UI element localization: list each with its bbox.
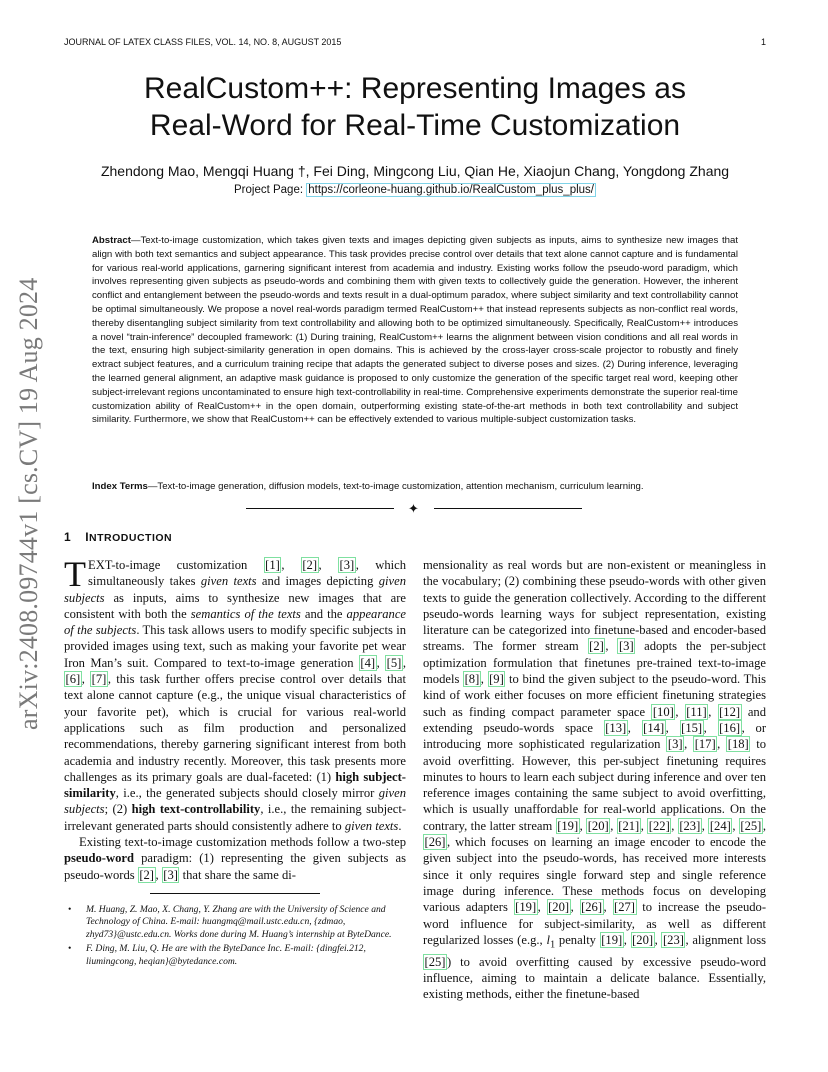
citation-link[interactable]: [5] [386,655,402,670]
citation-link[interactable]: [11] [686,704,707,719]
citation-link[interactable]: [15] [681,720,703,735]
citation-link[interactable]: [22] [648,818,670,833]
citation-link[interactable]: [16] [719,720,741,735]
citation-link[interactable]: [26] [581,900,603,915]
abstract-text: —Text-to-image customization, which takes given texts and images depicting given subjects as inputs, aims to synthesize new images that align with both text semantics and subject appearance. This task provides precise control over details that text alone cannot capture and is fundamental for various real-world applications, garnering significant interest from academia and industry. Existing works follow the pseudo-word paradigm, which involves representing given subjects as pseudo-words and combining them with given texts to collectively guide the generation. However, the inherent conflict and entanglement between the pseudo-words and texts result in a dual-optimum paradox, where subject similarity and text controllability cannot be optimal simultaneously. We propose a novel real-words paradigm termed RealCustom++ that instead represents subjects as non-conflict real words, thereby disentangling subject similarity from text controllability and allowing both to be optimized simultaneously. Specifically, RealCustom++ introduces a novel “train-inference” decoupled framework: (1) During training, RealCustom++ learns the alignment between vision conditions and all real words in the text, ensuring high subject-similarity generation in open domains. This is achieved by the cross-layer cross-scale projector to robustly and finely extract subject features, and a curriculum training recipe that adapts the generated subject to diverse poses and sizes. (2) During inference, leveraging the learned general alignment, an adaptive mask guidance is proposed to only customize the generation of the specific target real word, keeping other subject-irrelevant regions uncontaminated to ensure high text-controllability in real-time. Comprehensive experiments demonstrate the superior real-time customization ability of RealCustom++ in the open domain, outperforming existing state-of-the-art methods in both text controllability and subject similarity. Furthermore, we show that RealCustom++ can be effectively extended to various multiple-subject customization tasks. [92,235,738,426]
right-column [423,557,766,1003]
citation-link[interactable]: [3] [339,558,355,572]
title-line-1: RealCustom++: Representing Images as [144,72,686,105]
arxiv-stamp: arXiv:2408.09744v1 [cs.CV] 19 Aug 2024 [14,277,43,730]
footnote-rule [150,893,320,894]
citation-link[interactable]: [17] [694,737,716,752]
citation-link[interactable]: [4] [360,655,376,670]
citation-link[interactable]: [13] [605,720,627,735]
citation-link[interactable]: [19] [601,932,623,947]
affiliation-note-2: • F. Ding, M. Liu, Q. He are with the ByteDance Inc. E-mail: {dingfei.212, liumingcong, heqian}@bytedance.com. [68,943,366,967]
citation-link[interactable]: [2] [589,639,604,654]
citation-link[interactable]: [7] [91,672,107,687]
citation-link[interactable]: [23] [662,932,684,947]
page-number: 1 [760,37,766,47]
citation-link[interactable]: [19] [557,818,579,833]
citation-link[interactable]: [3] [618,639,634,654]
citation-link[interactable]: [24] [709,818,731,833]
journal-header: JOURNAL OF LATEX CLASS FILES, VOL. 14, NO. 8, AUGUST 2015 [64,37,342,47]
intro-paragraph-2: Existing text-to-image customization methods follow a two-step pseudo-word paradigm: (1) representing the given subjects as pseudo-words [2] , [3] that share the same di- [64,835,406,882]
divider-line-left [246,508,394,509]
citation-link[interactable]: [26] [424,835,446,850]
citation-link[interactable]: [20] [587,818,609,833]
title-line-2: Real-Word for Real-Time Customization [149,109,681,142]
index-terms-label: Index Terms [92,481,148,492]
project-page [64,184,766,196]
section-title-rest: NTRODUCTION [89,532,173,544]
intro-paragraph-2-continued: mensionality as real words but are non-existent or meaningless in the vocabulary; (2) combining these pseudo-words with other given texts to guide the generation collectively. According to the different pseudo-words learning ways for subject representation, existing literature can be categorized into finetune-based and encoder-based streams. The former stream [2] , [3] adopts the per-subject optimization formulation that finetunes pre-trained text-to-image models [8] , [9] to bind the given subject to the pseudo-word. This kind of work either focuses on more efficient finetuning strategies such as finding compact parameter space [10] , [11] , [12] and extending pseudo-words space [13] , [14] , [15] , [16] , or introducing more sophisticated regularization [3] , [17] , [18] to avoid overfitting. However, this per-subject finetuning requires minutes to hours to learn each subject during inference and over ten reference images containing the same subject to avoid overfitting, which is usually unaffordable for real-world applications. On the contrary, the latter stream [19] , [20] , [21] , [22] , [23] , [24] , [25] , [26] , which focuses on learning an image encoder to encode the given subject into the pseudo-words, has received more interests since it only requires single forward step and single reference image during inference. These methods focus on developing various adapters [19] , [20] , [26] , [27] to increase the pseudo-word influence for subject-similarity, as well as different regularized losses (e.g., $l_1$ penalty [19] , [20] , [23] , alignment loss [25] ) to avoid overfitting caused by excessive pseudo-word influence, aiming to maintain a delicate balance. Essentially, existing methods, either the finetune-based [423,558,767,1002]
citation-link[interactable]: [14] [643,720,665,735]
citation-link[interactable]: [23] [679,818,701,833]
section-divider [246,502,582,514]
section-heading [64,530,172,544]
project-page-label: Project Page: [234,184,307,196]
citation-link[interactable]: [20] [632,932,654,947]
citation-link[interactable]: [20] [548,900,570,915]
author-list: Zhendong Mao, Mengqi Huang †, Fei Ding, Mingcong Liu, Qian He, Xiaojun Chang, Yongdong Zhang [100,163,730,179]
citation-link[interactable]: [25] [740,818,762,833]
project-page-link[interactable]: https://corleone-huang.github.io/RealCustom_plus_plus/ [308,184,594,196]
index-terms [92,480,738,494]
citation-link[interactable]: [2] [302,558,318,572]
left-column [64,554,407,970]
section-number: 1 [64,530,72,544]
intro-paragraph-1: TEXT-to-image customization [1] , [2] , [3] , which simultaneously takes given texts and images depicting given subjects as inputs, aims to synthesize new images that are consistent with both the semantics of the texts and the appearance of the subjects. This task allows users to modify specific subjects in provided images using text, such as making your favorite pet wear Iron Man’s suit. Compared to text-to-image generation [4] , [5] , [6] , [7] , this task further offers precise control over details that text alone cannot capture (e.g., the unique visual characteristics of your favorite pet), which is crucial for various real-world applications such as film production and personalized recommendations, thereby garnering significant interest from both academia and industry recently. Moreover, this task presents more challenges as its primary goals are dual-faceted: (1) high subject-similarity, i.e., the generated subjects should closely mirror given subjects; (2) high text-controllability, i.e., the remaining subject-irrelevant generated parts should consistently adhere to given texts. [64,554,407,833]
citation-link[interactable]: [19] [515,900,537,915]
citation-link[interactable]: [2] [139,867,154,882]
paper-title [64,70,766,144]
citation-link[interactable]: [18] [727,737,749,752]
citation-link[interactable]: [10] [652,704,674,719]
running-header [64,37,766,49]
citation-link[interactable]: [27] [614,900,635,915]
citation-link[interactable]: [6] [65,672,81,687]
abstract [92,234,738,427]
drop-cap: T [64,554,86,594]
citation-link[interactable]: [3] [163,867,178,882]
affiliation-note-1: • M. Huang, Z. Mao, X. Chang, Y. Zhang are with the University of Science and Technology of China. E-mail: huangmq@mail.ustc.edu.cn, {zdmao, zhyd73}@ustc.edu.cn. Works done during M. Huang’s internship at ByteDance. [68,903,392,940]
citation-link[interactable]: [9] [489,672,504,687]
citation-link[interactable]: [25] [424,954,446,969]
abstract-label: Abstract [92,235,131,246]
citation-link[interactable]: [12] [719,704,741,719]
citation-link[interactable]: [3] [667,737,683,752]
citation-link[interactable]: [8] [464,672,480,687]
citation-link[interactable]: [21] [618,818,640,833]
citation-link[interactable]: [1] [265,558,280,572]
affiliation-notes [64,904,406,968]
diamond-icon: ✦ [408,501,419,516]
divider-line-right [434,508,582,509]
section-title-initial: I [85,530,90,544]
index-terms-text: —Text-to-image generation, diffusion models, text-to-image customization, attention mechanism, curriculum learning. [147,481,644,492]
